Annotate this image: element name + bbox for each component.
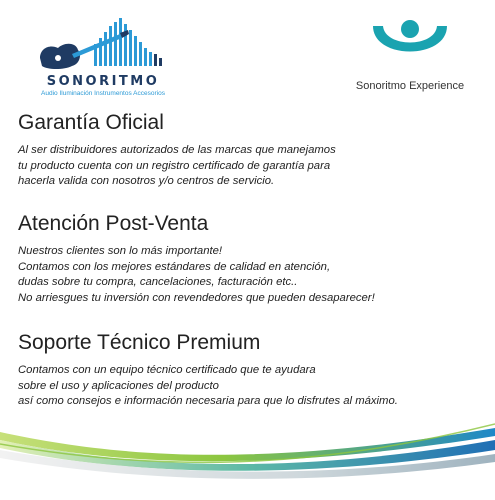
section-soporte: [18, 331, 483, 410]
section-line: así como consejos e información necesaria para que lo disfrutes al máximo.: [18, 395, 398, 407]
section-line: dudas sobre tu compra, cancelaciones, facturación etc..: [18, 276, 298, 288]
section-title: Atención Post-Venta: [18, 212, 209, 235]
section-body: [18, 244, 483, 306]
section-line: No arriesgues tu inversión con revendedores que pueden desaparecer!: [18, 291, 375, 304]
section-line: tu producto cuenta con un registro certificado de garantía para: [18, 159, 331, 172]
brand-tagline: Audio Iluminación Instrumentos Accesorios: [41, 90, 165, 97]
swoosh-wave: [0, 410, 495, 500]
sonoritmo-logo: [28, 14, 178, 97]
section-line: Contamos con un equipo técnico certificado que te ayudara: [18, 364, 316, 376]
smile-person-icon: [365, 16, 455, 72]
experience-logo: [340, 16, 480, 96]
section-line: sobre el uso y aplicaciones del producto: [18, 379, 219, 392]
brand-name: SONORITMO: [46, 74, 160, 89]
section-post-venta: [18, 212, 483, 306]
section-line: Contamos con los mejores estándares de calidad en atención,: [18, 260, 331, 273]
section-title: Garantía Oficial: [18, 111, 164, 134]
section-line: Nuestros clientes son lo más importante!: [18, 245, 223, 257]
section-body: [18, 363, 483, 410]
section-line: hacerla valida con nosotros y/o centros de servicio.: [18, 175, 275, 187]
section-body: [18, 143, 483, 190]
section-title: Soporte Técnico Premium: [18, 331, 261, 354]
guitar-equalizer-icon: [36, 14, 170, 74]
experience-name: Sonoritmo Experience: [355, 80, 465, 92]
section-garantia: [18, 111, 483, 190]
section-line: Al ser distribuidores autorizados de las marcas que manejamos: [18, 144, 336, 156]
